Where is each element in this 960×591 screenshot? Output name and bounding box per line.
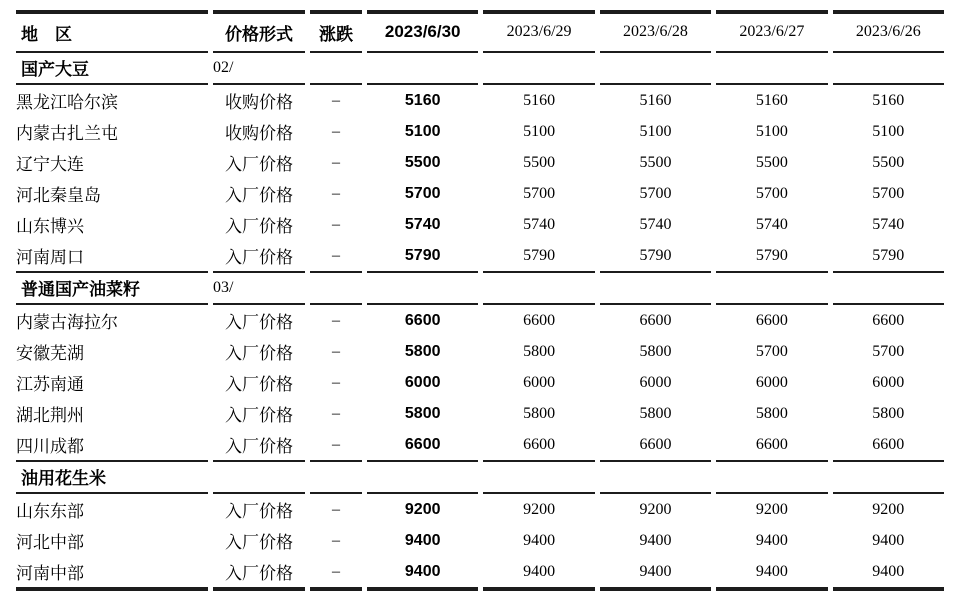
price-form-label: 入厂价格 [225,313,293,332]
price-value: 9400 [872,531,905,549]
price-value-latest: 5700 [404,184,441,202]
price-value: 5500 [639,153,672,171]
change-value: – [332,91,340,109]
table-row [16,305,944,336]
price-value: 5700 [755,342,788,360]
price-value: 5100 [639,122,672,140]
region-label: 河南周口 [16,240,208,273]
table-row [16,525,944,556]
region-label: 内蒙古海拉尔 [16,313,118,332]
price-value-latest: 5790 [367,240,478,273]
price-value-latest: 5740 [404,215,441,233]
price-value-latest: 9400 [367,556,478,591]
table-row [16,116,944,147]
price-value: 6600 [755,311,788,329]
price-value: 5160 [872,91,905,109]
price-value: 5160 [523,91,556,109]
price-value: 5160 [755,91,788,109]
section-row [16,273,944,305]
price-value: 6000 [639,373,672,391]
price-value: 5100 [872,122,905,140]
table-header-row [16,10,944,53]
price-value: 5100 [523,122,556,140]
price-value: 5800 [755,404,788,422]
region-label: 河北中部 [16,533,84,552]
price-value: 5800 [523,342,556,360]
column-header-date-4: 2023/6/26 [833,10,944,53]
table-row [16,178,944,209]
price-value: 5740 [523,215,556,233]
price-value: 6600 [716,429,827,462]
change-value: – [332,342,340,360]
price-form-label: 收购价格 [225,93,293,112]
price-value: 9400 [755,531,788,549]
column-header-price-form: 价格形式 [213,10,305,53]
price-value-latest: 5100 [404,122,441,140]
table-body [16,53,944,591]
price-form-label: 入厂价格 [213,429,305,462]
price-value: 6600 [872,311,905,329]
section-code: 03/ [213,273,305,305]
change-value: – [332,153,340,171]
region-label: 江苏南通 [16,375,84,394]
column-header-change: 涨跌 [310,10,362,53]
price-value: 5700 [523,184,556,202]
section-title: 油用花生米 [16,462,208,494]
price-value: 9200 [872,500,905,518]
price-form-label: 入厂价格 [225,502,293,521]
price-value: 9400 [600,556,711,591]
price-value: 9200 [755,500,788,518]
change-value: – [332,500,340,518]
section-row [16,53,944,85]
change-value: – [310,556,362,591]
change-value: – [332,373,340,391]
price-value: 5740 [755,215,788,233]
price-value: 9200 [639,500,672,518]
price-value: 6600 [639,311,672,329]
price-form-label: 入厂价格 [225,217,293,236]
region-label: 山东博兴 [16,217,84,236]
price-form-label: 入厂价格 [213,240,305,273]
change-value: – [332,184,340,202]
price-value: 5790 [833,240,944,273]
section-title: 普通国产油菜籽 [16,273,208,305]
section-title: 国产大豆 [16,53,208,85]
price-value: 5790 [600,240,711,273]
price-value: 5800 [872,404,905,422]
price-value-latest: 9400 [404,531,441,549]
price-value: 5800 [639,404,672,422]
region-label: 河北秦皇岛 [16,186,101,205]
price-value-latest: 6600 [367,429,478,462]
table-row [16,429,944,462]
region-label: 黑龙江哈尔滨 [16,93,118,112]
price-value: 5700 [872,342,905,360]
region-label: 山东东部 [16,502,84,521]
table-row [16,209,944,240]
region-label: 河南中部 [16,556,208,591]
change-value: – [332,531,340,549]
price-value: 5790 [483,240,594,273]
price-value: 6000 [755,373,788,391]
price-value: 6600 [483,429,594,462]
price-form-label: 收购价格 [225,124,293,143]
price-value-latest: 6600 [404,311,441,329]
price-value: 5500 [523,153,556,171]
price-value: 6600 [833,429,944,462]
price-value: 5700 [872,184,905,202]
table-row [16,494,944,525]
price-form-label: 入厂价格 [225,186,293,205]
price-value-latest: 5500 [404,153,441,171]
price-value: 5500 [755,153,788,171]
price-value-latest: 5800 [404,404,441,422]
price-value: 5100 [755,122,788,140]
price-value: 9400 [833,556,944,591]
table-row [16,85,944,116]
column-header-region: 地 区 [16,10,208,53]
price-form-label: 入厂价格 [225,406,293,425]
region-label: 内蒙古扎兰屯 [16,124,118,143]
price-value: 5700 [755,184,788,202]
change-value: – [332,122,340,140]
price-value: 6000 [872,373,905,391]
price-value-latest: 5160 [404,91,441,109]
region-label: 辽宁大连 [16,155,84,174]
column-header-date-3: 2023/6/27 [716,10,827,53]
price-value: 9400 [639,531,672,549]
price-value: 5800 [523,404,556,422]
price-value-latest: 5800 [404,342,441,360]
column-header-date-1: 2023/6/29 [483,10,594,53]
section-code [213,462,305,494]
table-row [16,556,944,591]
table-row [16,367,944,398]
region-label: 四川成都 [16,429,208,462]
section-row [16,462,944,494]
price-value: 5740 [639,215,672,233]
price-form-label: 入厂价格 [225,375,293,394]
price-form-label: 入厂价格 [213,556,305,591]
region-label: 湖北荆州 [16,406,84,425]
price-form-label: 入厂价格 [225,533,293,552]
price-value: 6000 [523,373,556,391]
price-value: 9200 [523,500,556,518]
price-report-page [11,10,949,591]
price-value: 5790 [716,240,827,273]
change-value: – [332,215,340,233]
price-value: 5800 [639,342,672,360]
change-value: – [332,311,340,329]
table-row [16,240,944,273]
column-header-date-2: 2023/6/28 [600,10,711,53]
price-value: 5160 [639,91,672,109]
change-value: – [310,240,362,273]
price-value: 9400 [483,556,594,591]
price-form-label: 入厂价格 [225,155,293,174]
price-value: 5700 [639,184,672,202]
price-table [11,10,949,591]
change-value: – [332,404,340,422]
column-header-date-0: 2023/6/30 [367,10,478,53]
change-value: – [310,429,362,462]
price-value: 9400 [523,531,556,549]
price-value-latest: 9200 [404,500,441,518]
price-value: 5740 [872,215,905,233]
table-row [16,336,944,367]
price-value: 5500 [872,153,905,171]
price-form-label: 入厂价格 [225,344,293,363]
price-value-latest: 6000 [404,373,441,391]
price-value: 6600 [600,429,711,462]
region-label: 安徽芜湖 [16,344,84,363]
section-code: 02/ [213,53,305,85]
table-row [16,147,944,178]
price-value: 9400 [716,556,827,591]
table-row [16,398,944,429]
price-value: 6600 [523,311,556,329]
